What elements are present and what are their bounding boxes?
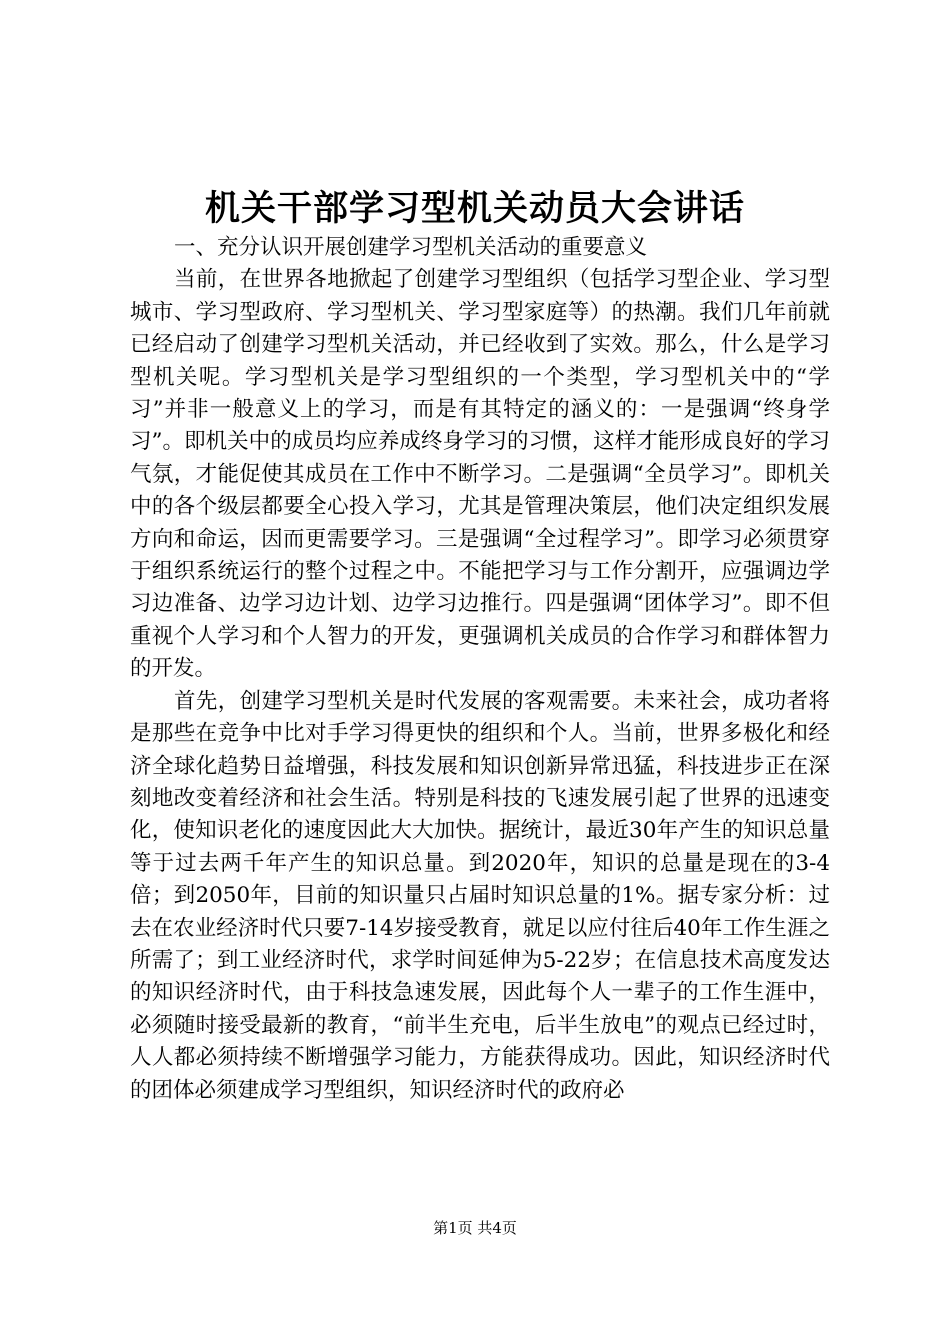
body-paragraph: 当前，在世界各地掀起了创建学习型组织（包括学习型企业、学习型城市、学习型政府、学习型机关、学习型家庭等）的热潮。我们几年前就已经启动了创建学习型机关活动，并已经收到了实效。那么，什么是学习型机关呢。学习型机关是学习型组织的一个类型，学习型机关中的“学习”并非一般意义上的学习，而是有其特定的涵义的：一是强调“终身学习”。即机关中的成员均应养成终身学习的习惯，这样才能形成良好的学习气氛，才能促使其成员在工作中不断学习。二是强调“全员学习”。即机关中的各个级层都要全心投入学习，尤其是管理决策层，他们决定组织发展方向和命运，因而更需要学习。三是强调“全过程学习”。即学习必须贯穿于组织系统运行的整个过程之中。不能把学习与工作分割开，应强调边学习边准备、边学习边计划、边学习边推行。四是强调“团体学习”。即不但重视个人学习和个人智力的开发，更强调机关成员的合作学习和群体智力的开发。	[130, 267, 830, 682]
page-number-footer: 第1页 共4页	[433, 1219, 517, 1237]
document-title: 机关干部学习型机关动员大会讲话	[204, 189, 745, 229]
document-body	[130, 232, 830, 1107]
body-paragraph: 首先，创建学习型机关是时代发展的客观需要。未来社会，成功者将是那些在竞争中比对手学习得更快的组织和个人。当前，世界多极化和经济全球化趋势日益增强，科技发展和知识创新异常迅猛，科技进步正在深刻地改变着经济和社会生活。特别是科技的飞速发展引起了世界的迅速变化，使知识老化的速度因此大大加快。据统计，最近30年产生的知识总量等于过去两千年产生的知识总量。到2020年，知识的总量是现在的3-4倍；到2050年，目前的知识量只占届时知识总量的1%。据专家分析：过去在农业经济时代只要7-14岁接受教育，就足以应付往后40年工作生涯之所需了；到工业经济时代，求学时间延伸为5-22岁；在信息技术高度发达的知识经济时代，由于科技急速发展，因此每个人一辈子的工作生涯中，必须随时接受最新的教育，“前半生充电，后半生放电”的观点已经过时，人人都必须持续不断增强学习能力，方能获得成功。因此，知识经济时代的团体必须建成学习型组织，知识经济时代的政府必	[130, 688, 830, 1103]
section-heading: 一、充分认识开展创建学习型机关活动的重要意义	[174, 235, 648, 260]
